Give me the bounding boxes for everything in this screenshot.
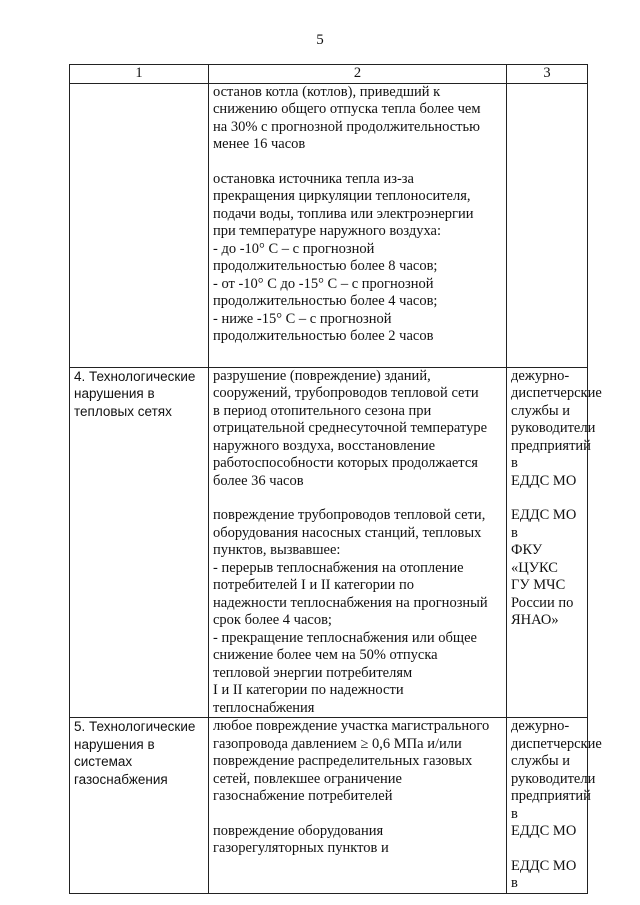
- description-paragraph: остановка источника тепла из-за прекращения циркуляции теплоносителя, подачи воды, топлива или электроэнергии при температуре наружного воздуха: - до -10° С – с прогнозной продолжительностью более 8 часов; - от -10° С до -15° С – с прогнозной продолжительностью более 4 часов; - ниже -15° С – с прогнозной продолжительностью более 2 часов: [213, 170, 474, 344]
- table-row: [70, 83, 588, 367]
- row-description: [209, 367, 507, 718]
- recipient-text: ЕДДС МО в ФКУ «ЦУКС ГУ МЧС России по ЯНАО»: [511, 507, 577, 628]
- row-description: [209, 718, 507, 894]
- row-category: [70, 83, 209, 367]
- description-paragraph: повреждение оборудования газорегуляторных пунктов и: [213, 822, 389, 856]
- header-col-2: 2: [209, 65, 507, 84]
- row-recipients: [507, 83, 588, 367]
- row-recipients: [507, 367, 602, 718]
- table-row: [70, 718, 588, 894]
- description-paragraph: останов котла (котлов), приведший к снижению общего отпуска тепла более чем на 30% с прогнозной продолжительностью менее 16 часов: [213, 83, 481, 152]
- page-number: 5: [316, 32, 324, 48]
- description-paragraph: разрушение (повреждение) зданий, сооружений, трубопроводов тепловой сети в период отопительного сезона при отрицательной среднесуточной температуре наружного воздуха, восстановление работоспособности которых продолжается более 36 часов: [213, 367, 488, 489]
- row-recipients: [507, 718, 602, 894]
- table-row: [70, 367, 588, 718]
- recipient-text: дежурно- диспетчерские службы и руководители предприятий в ЕДДС МО: [511, 718, 602, 839]
- recipient-text: ЕДДС МО в: [511, 857, 577, 891]
- row-category: [70, 718, 209, 894]
- description-paragraph: любое повреждение участка магистрального газопровода давлением ≥ 0,6 МПа и/или повреждение распределительных газовых сетей, повлекшее ограничение газоснабжение потребителей: [213, 718, 490, 804]
- incident-table: [69, 64, 602, 894]
- description-paragraph: повреждение трубопроводов тепловой сети, оборудования насосных станций, тепловых пунктов, вызвавшее: - перерыв теплоснабжения на отопление потребителей I и II категории по надежности теплоснабжения на прогнозный срок более 4 часов; - прекращение теплоснабжения или общее снижение более чем на 50% отпуска тепловой энергии потребителям I и II категории по надежности теплоснабжения: [213, 507, 488, 716]
- category-text: 5. Технологические нарушения в системах газоснабжения: [74, 719, 196, 787]
- category-text: 4. Технологические нарушения в тепловых сетях: [74, 368, 196, 419]
- row-description: [209, 83, 507, 367]
- table-header-row: [70, 65, 588, 84]
- recipient-text: дежурно- диспетчерские службы и руководители предприятий в ЕДДС МО: [511, 367, 602, 489]
- header-col-1: 1: [70, 65, 209, 84]
- row-category: [70, 367, 209, 718]
- header-col-3: 3: [507, 65, 588, 84]
